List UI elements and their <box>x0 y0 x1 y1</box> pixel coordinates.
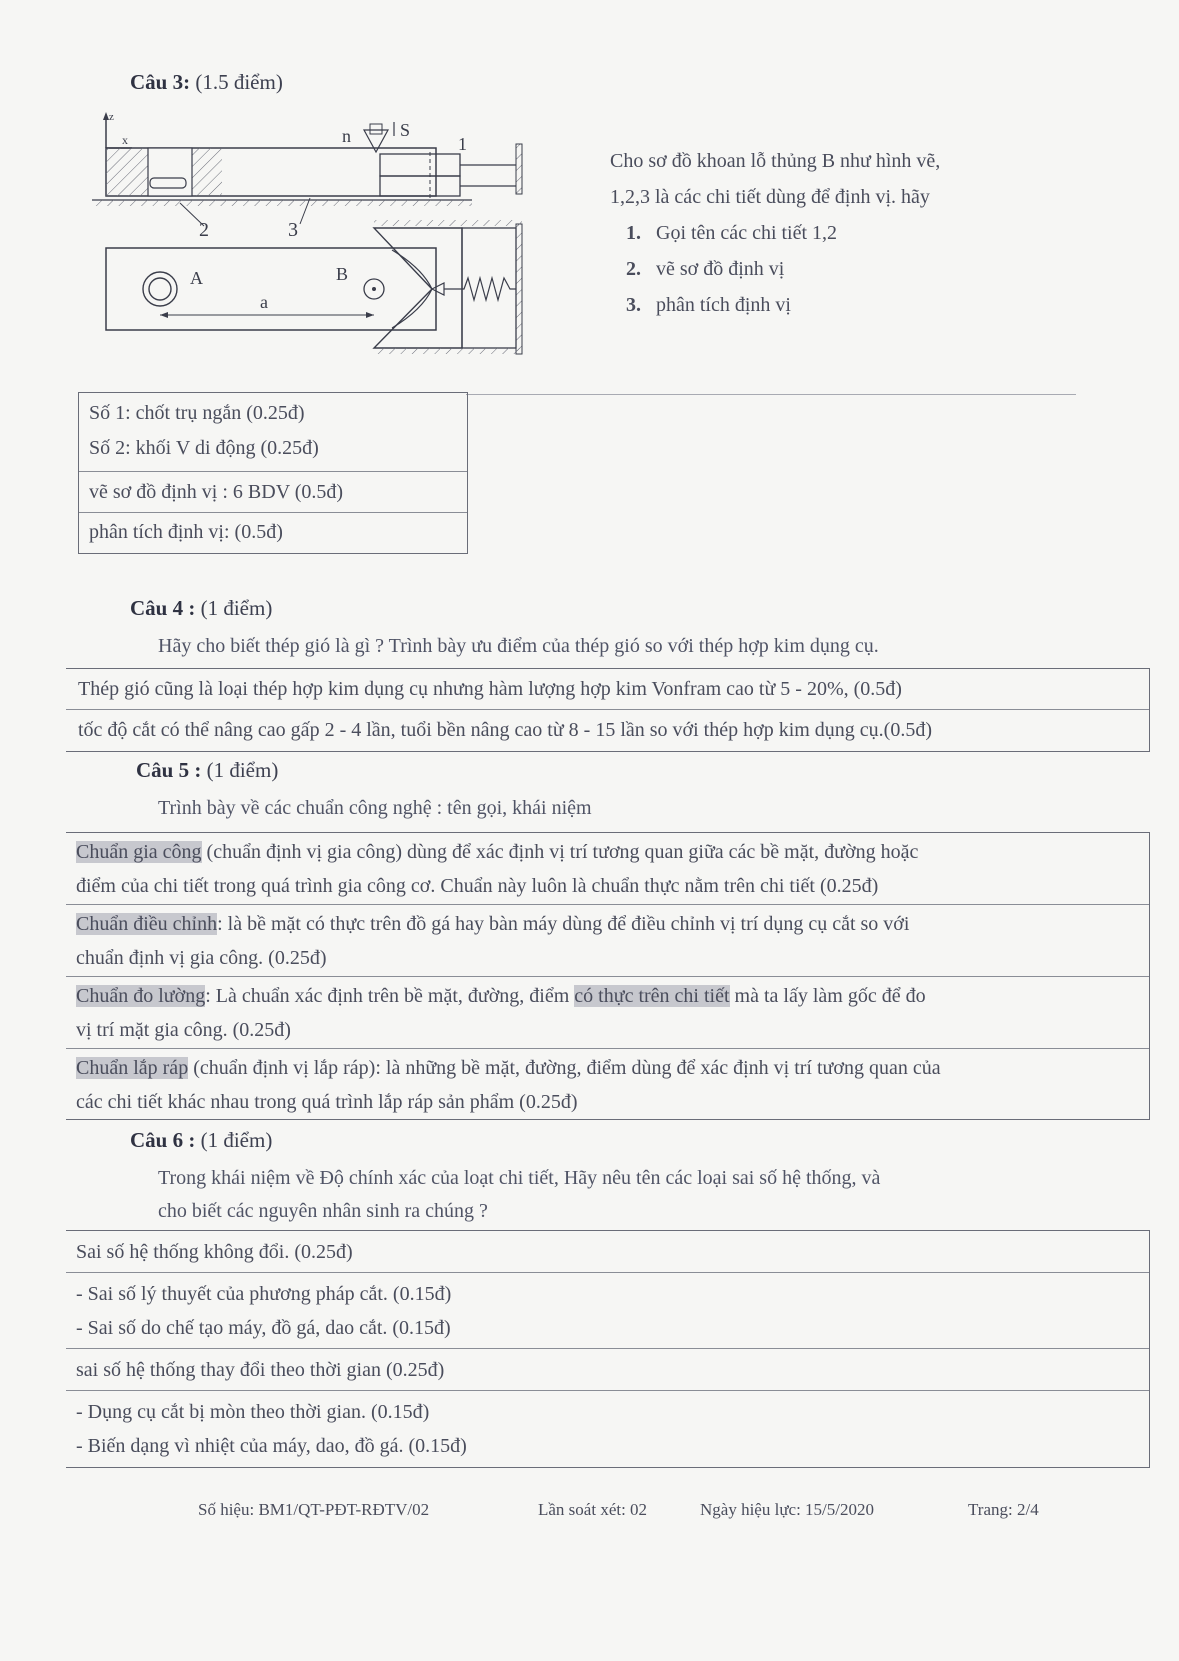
axis-z-label: z <box>109 111 114 123</box>
fixture-drawing <box>92 108 552 380</box>
q3-intro-line1: Cho sơ đồ khoan lỗ thủng B như hình vẽ, <box>610 150 941 172</box>
q3-answer-3: vẽ sơ đồ định vị : 6 BDV (0.5đ) <box>79 472 467 513</box>
q4-question: Hãy cho biết thép gió là gì ? Trình bày ưu điểm của thép gió so với thép hợp kim dụng cụ. <box>158 635 879 657</box>
q3-task-list <box>610 215 1070 323</box>
q3-prompt <box>610 143 1070 323</box>
q5-term-2: Chuẩn điều chỉnh <box>76 913 218 935</box>
q3-answer-4: phân tích định vị: (0.5đ) <box>89 521 283 543</box>
q5-answer-1: Chuẩn gia công (chuẩn định vị gia công) dùng để xác định vị trí tương quan giữa các bề mặt, đường hoặc điểm của chi tiết trong quá trình gia công cơ. Chuẩn này luôn là chuẩn thực nằm trên chi tiết (0.25đ) <box>66 833 1149 905</box>
q5-term-4: Chuẩn lắp ráp <box>76 1057 189 1079</box>
q3-intro-line2: 1,2,3 là các chi tiết dùng để định vị. hãy <box>610 186 930 208</box>
point-a-label: A <box>190 268 203 288</box>
q6-answer-3: sai số hệ thống thay đổi theo thời gian (0.25đ) <box>66 1349 1149 1391</box>
q3-task-3: 3. phân tích định vị <box>646 287 1070 323</box>
q4-heading: Câu 4 : (1 điểm) <box>130 596 273 620</box>
q4-answer-2: tốc độ cắt có thể nâng cao gấp 2 - 4 lần, tuổi bền nâng cao từ 8 - 15 lần so với thép hợp kim dụng cụ.(0.5đ) <box>78 719 933 741</box>
q5-answer-4: Chuẩn lắp ráp (chuẩn định vị lắp ráp): là những bề mặt, đường, điểm dùng để xác định vị trí tương quan của các chi tiết khác nhau trong quá trình lắp ráp sản phẩm (0.25đ) <box>76 1057 941 1113</box>
q4-answer-1: Thép gió cũng là loại thép hợp kim dụng cụ nhưng hàm lượng hợp kim Vonfram cao từ 5 - 20%, (0.5đ) <box>66 669 1149 710</box>
q3-task-2: 2. vẽ sơ đồ định vị <box>646 251 1070 287</box>
q3-answer-table <box>78 392 468 554</box>
q6-answer-1: Sai số hệ thống không đổi. (0.25đ) <box>66 1231 1149 1273</box>
q4-answer-table <box>66 668 1150 752</box>
part-1-label: 1 <box>458 134 467 154</box>
footer-page-number: Trang: 2/4 <box>968 1500 1039 1519</box>
q6-answer-table <box>66 1230 1150 1468</box>
q5-question: Trình bày về các chuẩn công nghệ : tên gọi, khái niệm <box>158 797 592 819</box>
q5-answer-3: Chuẩn đo lường: Là chuẩn xác định trên bề mặt, đường, điểm có thực trên chi tiết mà ta lấy làm gốc để đo vị trí mặt gia công. (0.25đ) <box>66 977 1149 1049</box>
q5-term-3: Chuẩn đo lường <box>76 985 206 1007</box>
q3-answer-2: Số 2: khối V di động (0.25đ) <box>89 437 319 459</box>
q3-answer-group-1 <box>79 393 467 472</box>
part-3-label: 3 <box>288 219 298 241</box>
footer-code: Số hiệu: BM1/QT-PĐT-RĐTV/02 <box>198 1500 430 1519</box>
q6-answer-4: - Dụng cụ cắt bị mòn theo thời gian. (0.15đ) - Biến dạng vì nhiệt của máy, dao, đồ gá. (0.15đ) <box>76 1401 467 1457</box>
part-2-label: 2 <box>199 219 209 241</box>
q5-answer-table <box>66 832 1150 1120</box>
point-b-label: B <box>336 264 349 284</box>
axis-x-label: x <box>122 133 128 147</box>
q5-answer-2: Chuẩn điều chỉnh: là bề mặt có thực trên đồ gá hay bàn máy dùng để điều chỉnh vị trí dụng cụ cắt so với chuẩn định vị gia công. (0.25đ) <box>66 905 1149 977</box>
rotation-n-label: n <box>342 126 351 146</box>
q5-highlight-3b: có thực trên chi tiết <box>574 985 730 1007</box>
q3-task-1: 1. Gọi tên các chi tiết 1,2 <box>646 215 1070 251</box>
q5-heading: Câu 5 : (1 điểm) <box>136 758 279 782</box>
footer-effective-date: Ngày hiệu lực: 15/5/2020 <box>700 1500 874 1519</box>
q6-answer-2: - Sai số lý thuyết của phương pháp cắt. (0.15đ) - Sai số do chế tạo máy, đồ gá, dao cắt. (0.15đ) <box>66 1273 1149 1349</box>
footer-revision: Lần soát xét: 02 <box>538 1500 648 1519</box>
dimension-a-label: a <box>260 292 268 312</box>
q6-question: Trong khái niệm về Độ chính xác của loạt chi tiết, Hãy nêu tên các loại sai số hệ thống, và cho biết các nguyên nhân sinh ra chúng ? <box>158 1167 881 1222</box>
feed-s-label: S <box>400 120 411 140</box>
q5-term-1: Chuẩn gia công <box>76 841 202 863</box>
q6-heading: Câu 6 : (1 điểm) <box>130 1128 273 1152</box>
separator-line <box>466 394 1076 395</box>
q3-answer-1: Số 1: chốt trụ ngắn (0.25đ) <box>89 402 305 424</box>
q3-heading: Câu 3: (1.5 điểm) <box>130 70 283 94</box>
